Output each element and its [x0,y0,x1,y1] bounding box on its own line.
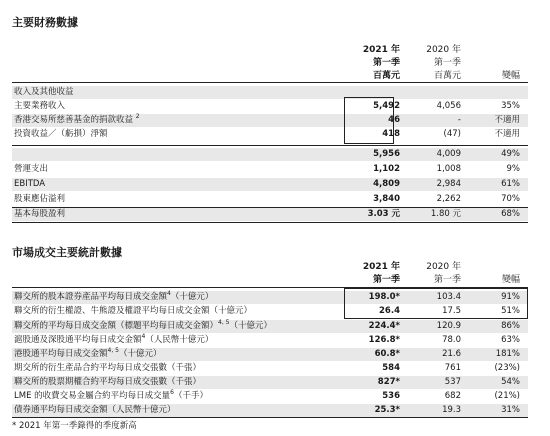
value-change: 9% [506,164,520,174]
row-label: 營運支出 [14,164,49,174]
section-title-market: 市場成交主要統計數據 [12,246,122,259]
value-2020: 19.3 [442,405,461,415]
value-2021: 3,840 [373,194,400,204]
row-label: 投資收益／（虧損）淨額 [14,129,108,139]
value-2021: 224.4* [368,321,400,331]
table-row [12,320,528,333]
value-2020: 103.4 [436,292,461,302]
header-2020-quarter: 第一季 [433,58,461,68]
table-row [12,86,528,99]
value-2021: 3.03 元 [367,209,400,219]
value-2020: 4,009 [436,149,461,159]
row-label: 香港交易所慈善基金的捐款收益 $^2$ [14,113,140,125]
value-change: 35% [501,101,520,111]
value-change: 86% [501,321,520,331]
table-row [12,334,528,347]
table-row [12,163,528,176]
value-2021: 5,492 [373,101,400,111]
table-row [12,376,528,389]
header-2021-year: 2021 年 [362,45,400,55]
value-2020: 21.6 [442,349,461,359]
value-2020: 78.0 [442,335,461,345]
row-label: 滬股通及深股通平均每日成交金額$^4$（人民幣十億元） [14,333,214,345]
table-row [12,128,528,141]
value-change: 不適用 [494,115,520,125]
table-rule [12,82,528,83]
row-label: 聯交所的股票期權合約平均每日成交張數（千張） [14,377,202,387]
value-2020: 682 [444,391,461,401]
value-2021: 418 [382,129,400,139]
header-2020-year: 2020 年 [426,262,461,272]
table-rule [12,417,528,418]
footnote-marker: 4 [167,290,171,298]
row-label: 基本每股盈利 [14,209,66,219]
value-change: 54% [501,377,520,387]
table-row [12,362,528,375]
value-2021: 25.3* [374,405,400,415]
value-change: 不適用 [494,129,520,139]
value-2020: - [457,115,461,125]
footnote: * 2021 年第一季錄得的季度新高 [12,421,137,431]
value-change: (21%) [494,391,520,401]
table-row [12,114,528,127]
header-2020-year: 2020 年 [426,45,461,55]
row-label: 股東應佔溢利 [14,194,66,204]
value-2020: 2,984 [436,179,461,189]
footnote-marker: 4, 5 [107,347,119,355]
value-2021: 5,956 [373,149,400,159]
value-change: (23%) [494,363,520,373]
value-2020: 1,008 [436,164,461,174]
table-row [12,208,528,221]
footnote-marker: 2 [135,113,140,121]
value-change: 91% [501,292,520,302]
header-2021-quarter: 第一季 [372,58,400,68]
table-row [12,148,528,161]
value-2021: 584 [382,363,400,373]
value-2020: 4,056 [436,101,461,111]
row-label: 港股通平均每日成交金額$^{4, 5}$（十億元） [14,347,162,359]
value-2020: 1.80 元 [430,209,461,219]
value-2021: 198.0* [368,292,400,302]
value-2021: 827* [377,377,400,387]
value-2020: (47) [443,129,461,139]
value-2020: 17.5 [442,306,461,316]
row-label: 期交所的衍生產品合約平均每日成交張數（千張） [14,363,202,373]
row-label: 主要業務收入 [14,101,66,111]
value-change: 63% [501,335,520,345]
value-change: 31% [501,405,520,415]
row-label: EBITDA [14,179,46,189]
header-2021-unit: 百萬元 [372,71,400,81]
value-change: 181% [495,349,520,359]
value-2020: 761 [444,363,461,373]
table-row [12,390,528,403]
row-label: 聯交所的衍生權證、牛熊證及權證平均每日成交金額（十億元） [14,306,253,316]
header-change: 變幅 [501,71,520,81]
table-row [12,348,528,361]
header-2021-year: 2021 年 [362,262,400,272]
subtotal-rule [12,145,528,146]
table-rule [12,222,528,223]
header-change: 變幅 [501,275,520,285]
header-2020-quarter: 第一季 [433,275,461,285]
value-2021: 536 [382,391,400,401]
value-change: 70% [501,194,520,204]
table-row [12,404,528,417]
section-title-financial: 主要財務數據 [12,16,78,29]
header-2020-unit: 百萬元 [433,71,461,81]
row-label: 聯交所的平均每日成交金額（標題平均每日成交金額）$^{4, 5}$（十億元） [14,319,272,331]
highlight-box [344,97,394,144]
value-2021: 46 [388,115,400,125]
row-label: 收入及其他收益 [14,87,74,97]
value-change: 68% [501,209,520,219]
row-label: 債券通平均每日成交金額（人民幣十億元） [14,405,176,415]
value-change: 49% [501,149,520,159]
header-2021-quarter: 第一季 [372,275,400,285]
value-2021: 60.8* [374,349,400,359]
value-2021: 26.4 [379,306,400,316]
value-2020: 120.9 [436,321,461,331]
footnote-marker: 4, 5 [218,319,230,327]
row-label: LME 的收費交易金屬合約平均每日成交量$^6$（千手） [14,389,208,401]
value-2020: 2,262 [436,194,461,204]
footnote-marker: 4 [141,333,146,341]
row-label: 聯交所的股本證券產品平均每日成交金額$^4$（十億元） [14,290,214,302]
footnote-marker: 6 [170,389,174,397]
value-change: 51% [501,306,520,316]
value-2021: 4,809 [373,179,400,189]
value-2021: 126.8* [368,335,400,345]
table-row [12,100,528,113]
value-2021: 1,102 [373,164,400,174]
table-row [12,193,528,206]
table-row [12,178,528,191]
highlight-box [344,288,528,319]
value-change: 61% [501,179,520,189]
value-2020: 537 [444,377,461,387]
